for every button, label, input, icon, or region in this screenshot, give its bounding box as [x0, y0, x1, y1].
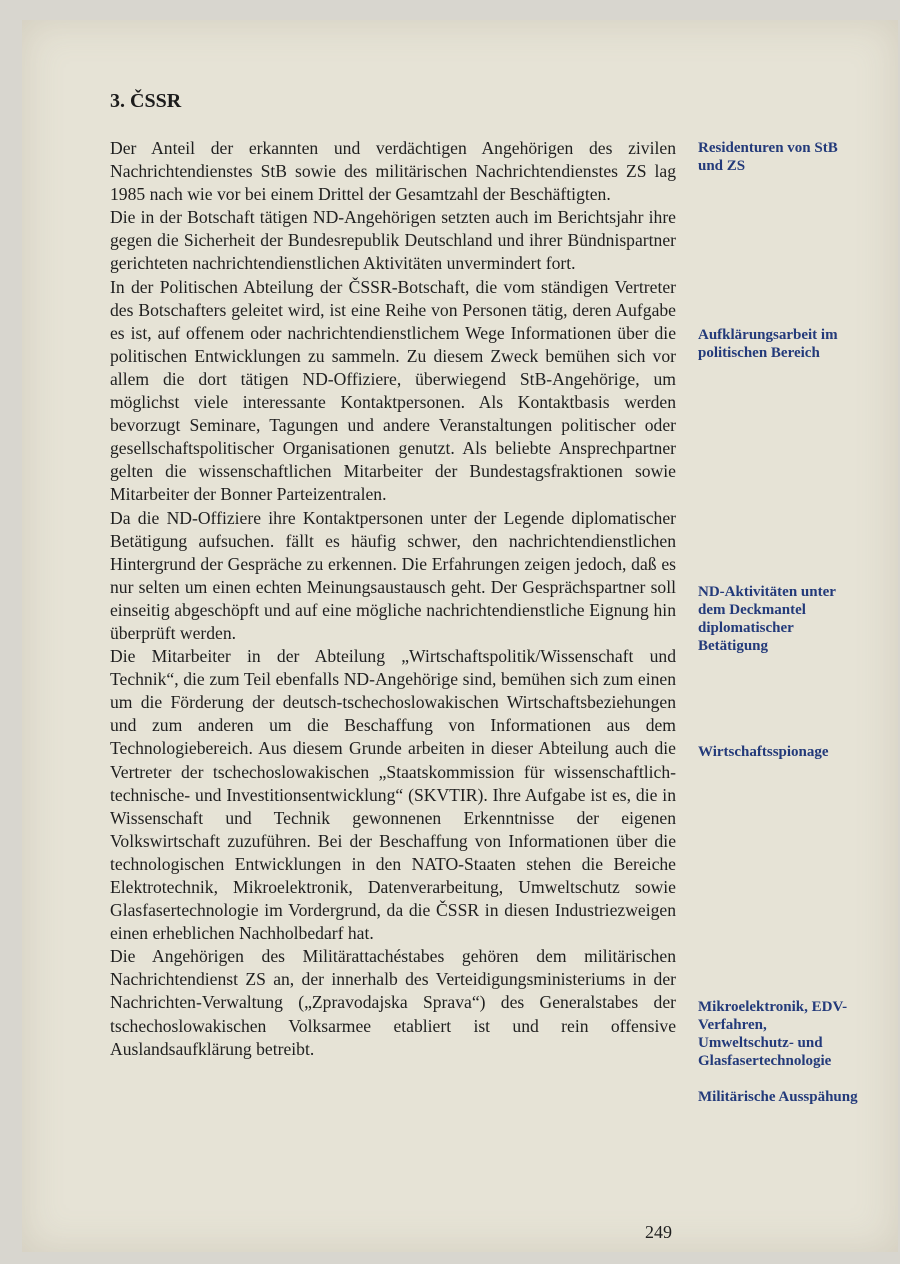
margin-note-residenturen: Residenturen von StB und ZS — [698, 140, 838, 174]
margin-note-mikroelektronik: Mikroelektronik, EDV-Verfahren, Umweltschutz- und Glasfasertechnologie — [698, 999, 848, 1069]
margin-note-wirtschaftsspionage: Wirtschaftsspionage — [698, 744, 829, 760]
paragraph: Da die ND-Offiziere ihre Kontaktpersonen unter der Legende diplomatischer Betätigung aufsuchen. fällt es häufig schwer, den nachrichtendienstlichen Hintergrund der Gespräche zu erkennen. Die Erfahrungen zeigen jedoch, daß es nur selten um einen echten Meinungsaustausch geht. Der Gesprächspartner soll einseitig abgeschöpft und auf eine mögliche nachrichtendienstliche Eignung hin überprüft werden. — [110, 507, 676, 643]
margin-note-militaerische-ausspaehung: Militärische Ausspähung — [698, 1089, 858, 1105]
page-number: 249 — [645, 1222, 672, 1242]
paragraph: Die Mitarbeiter in der Abteilung „Wirtschaftspolitik/Wissenschaft und Technik“, die zum Teil ebenfalls ND-Angehörige sind, bemühen sich zum einen um die Förderung der deutsch-tschechoslowakischen Wirtschaftsbeziehungen und zum anderen um die Beschaffung von Informationen aus dem Technologiebereich. Aus diesem Grunde arbeiten in dieser Abteilung auch die Vertreter der tschechoslowakischen „Staatskommission für wissenschaftlich-technische- und Investitionsentwicklung“ (SKVTIR). Ihre Aufgabe ist es, die in Wissenschaft und Technik gewonnenen Erkenntnisse der eigenen Volkswirtschaft zuzuführen. Bei der Beschaffung von Informationen über die technologischen Entwicklungen in den NATO-Staaten stehen die Bereiche Elektrotechnik, Mikroelektronik, Datenverarbeitung, Umweltschutz sowie Glasfasertechnologie im Vordergrund, da die ČSSR in diesen Industriezweigen einen erheblichen Nachholbedarf hat. — [110, 646, 676, 944]
margin-note-nd-aktivitaeten: ND-Aktivitäten unter dem Deckmantel diplomatischer Betätigung — [698, 584, 836, 654]
paragraph: Die in der Botschaft tätigen ND-Angehörigen setzten auch im Berichtsjahr ihre gegen die Sicherheit der Bundesrepublik Deutschland und ihrer Bündnispartner gerichteten nachrichtendienstlichen Aktivitäten unvermindert fort. — [110, 207, 676, 274]
margin-note-aufklaerungsarbeit: Aufklärungsarbeit im politischen Bereich — [698, 327, 838, 361]
section-heading: 3. ČSSR — [110, 90, 182, 112]
paragraph: Der Anteil der erkannten und verdächtigen Angehörigen des zivilen Nachrichtendienstes StB sowie des militärischen Nachrichtendienstes ZS lag 1985 nach wie vor bei einem Drittel der Gesamtzahl der Beschäftigten. — [110, 138, 676, 205]
body-text — [110, 137, 676, 1061]
paragraph: In der Politischen Abteilung der ČSSR-Botschaft, die vom ständigen Vertreter des Botschafters geleitet wird, ist eine Reihe von Personen tätig, deren Aufgabe es ist, auf offenem oder nachrichtendienstlichem Wege Informationen über die politischen Entwicklungen zu sammeln. Zu diesem Zweck bemühen sich vor allem die dort tätigen ND-Offiziere, überwiegend StB-Angehörige, um möglichst viele interessante Kontaktpersonen. Als Kontaktbasis werden bevorzugt Seminare, Tagungen und andere Veranstaltungen politischer oder gesellschaftspolitischer Organisationen genutzt. Als beliebte Ansprechpartner gelten die wissenschaftlichen Mitarbeiter der Bundestagsfraktionen sowie Mitarbeiter der Bonner Parteizentralen. — [110, 276, 676, 505]
paragraph: Die Angehörigen des Militärattachéstabes gehören dem militärischen Nachrichtendienst ZS an, der innerhalb des Verteidigungsministeriums in der Nachrichten-Verwaltung („Zpravodajska Sprava“) des Generalstabes der tschechoslowakischen Volksarmee etabliert ist und rein offensive Auslandsaufklärung betreibt. — [110, 946, 676, 1059]
